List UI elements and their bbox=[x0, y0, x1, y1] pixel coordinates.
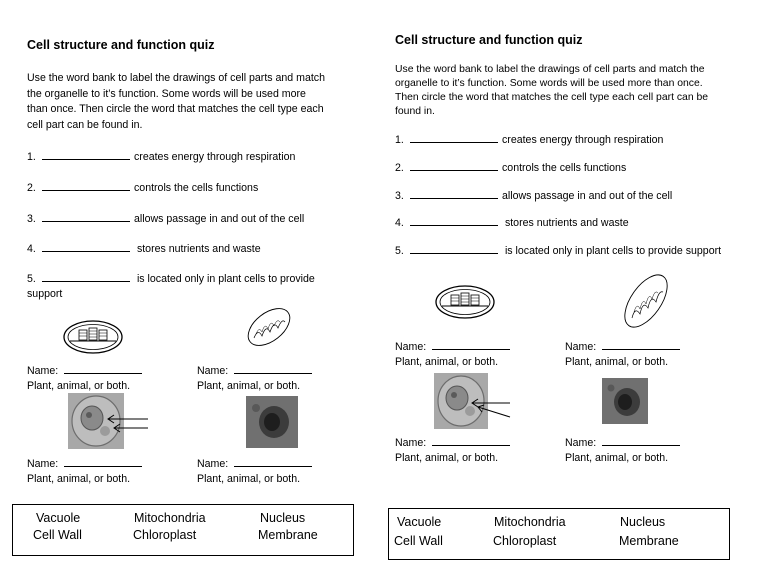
label-block-4 bbox=[197, 456, 312, 486]
question-text: stores nutrients and waste bbox=[502, 217, 629, 229]
answer-blank[interactable] bbox=[42, 180, 130, 191]
question-3 bbox=[27, 211, 304, 225]
name-label: Name: bbox=[197, 365, 229, 377]
name-blank[interactable] bbox=[602, 339, 680, 350]
question-number: 4. bbox=[27, 243, 36, 255]
name-label: Name: bbox=[395, 437, 427, 449]
question-text: stores nutrients and waste bbox=[134, 243, 261, 255]
question-number: 3. bbox=[395, 190, 404, 202]
label-block-1 bbox=[27, 363, 142, 393]
label-block-4 bbox=[565, 435, 680, 465]
question-1 bbox=[395, 132, 663, 146]
name-blank[interactable] bbox=[432, 435, 510, 446]
name-label: Name: bbox=[27, 458, 59, 470]
question-number: 5. bbox=[395, 245, 404, 257]
label-block-2 bbox=[197, 363, 312, 393]
cell-type-label[interactable]: Plant, animal, or both. bbox=[27, 379, 131, 392]
cell-micrograph-with-arrows bbox=[68, 393, 150, 449]
answer-blank[interactable] bbox=[42, 211, 130, 222]
cell-type-label[interactable]: Plant, animal, or both. bbox=[565, 451, 669, 464]
cell-type-label[interactable]: Plant, animal, or both. bbox=[27, 472, 131, 485]
chloroplast-drawing bbox=[62, 318, 124, 356]
cell-type-label[interactable]: Plant, animal, or both. bbox=[395, 355, 499, 368]
name-blank[interactable] bbox=[234, 363, 312, 374]
question-number: 4. bbox=[395, 217, 404, 229]
name-blank[interactable] bbox=[602, 435, 680, 446]
instructions bbox=[27, 71, 377, 133]
question-number: 1. bbox=[27, 151, 36, 163]
cell-type-label[interactable]: Plant, animal, or both. bbox=[565, 355, 669, 368]
word-bank-item: Membrane bbox=[258, 528, 318, 542]
question-5 bbox=[27, 271, 315, 285]
question-text: creates energy through respiration bbox=[134, 151, 296, 163]
question-number: 5. bbox=[27, 273, 36, 285]
word-bank bbox=[12, 504, 354, 556]
nucleus-micrograph bbox=[246, 396, 298, 448]
question-text: controls the cells functions bbox=[502, 162, 627, 174]
word-bank-item: Nucleus bbox=[260, 511, 306, 525]
word-bank bbox=[388, 508, 730, 560]
instructions-line: Use the word bank to label the drawings of cell parts and match the bbox=[395, 64, 705, 75]
name-label: Name: bbox=[565, 341, 597, 353]
name-blank[interactable] bbox=[432, 339, 510, 350]
question-4 bbox=[27, 241, 261, 255]
word-bank-item: Chloroplast bbox=[493, 534, 557, 548]
nucleus-micrograph bbox=[602, 378, 648, 424]
instructions-line: than once. Then circle the word that matches the cell type each bbox=[27, 103, 324, 115]
quiz-title: Cell structure and function quiz bbox=[27, 38, 215, 52]
answer-blank[interactable] bbox=[410, 132, 498, 143]
word-bank-item: Vacuole bbox=[36, 511, 81, 525]
answer-blank[interactable] bbox=[42, 149, 130, 160]
word-bank-item: Mitochondria bbox=[134, 511, 206, 525]
label-block-3 bbox=[395, 435, 510, 465]
answer-blank[interactable] bbox=[410, 160, 498, 171]
answer-blank[interactable] bbox=[42, 241, 130, 252]
question-number: 2. bbox=[395, 162, 404, 174]
chloroplast-drawing bbox=[434, 283, 496, 321]
name-label: Name: bbox=[395, 341, 427, 353]
question-3 bbox=[395, 188, 672, 202]
instructions-line: Then circle the word that matches the cell type each cell part can be bbox=[395, 92, 709, 103]
answer-blank[interactable] bbox=[410, 188, 498, 199]
instructions-line: found in. bbox=[395, 106, 435, 117]
word-bank-item: Chloroplast bbox=[133, 528, 197, 542]
question-5 bbox=[395, 243, 721, 257]
question-text: is located only in plant cells to provide support bbox=[502, 245, 722, 257]
quiz-title: Cell structure and function quiz bbox=[395, 33, 583, 47]
name-blank[interactable] bbox=[234, 456, 312, 467]
question-number: 2. bbox=[27, 182, 36, 194]
word-bank-item: Nucleus bbox=[620, 515, 666, 529]
name-label: Name: bbox=[565, 437, 597, 449]
answer-blank[interactable] bbox=[410, 243, 498, 254]
instructions-line: the organelle to it’s function. Some words will be used more bbox=[27, 87, 306, 100]
question-text: allows passage in and out of the cell bbox=[502, 190, 673, 202]
cell-micrograph-with-arrows bbox=[434, 373, 512, 429]
word-bank-item: Cell Wall bbox=[33, 528, 82, 542]
instructions-line: Use the word bank to label the drawings of cell parts and match bbox=[27, 72, 325, 84]
name-label: Name: bbox=[27, 365, 59, 377]
label-block-2 bbox=[565, 339, 680, 369]
word-bank-item: Vacuole bbox=[397, 515, 442, 529]
cell-type-label[interactable]: Plant, animal, or both. bbox=[197, 472, 301, 485]
question-5-continued: support bbox=[27, 288, 63, 300]
question-2 bbox=[27, 180, 258, 194]
question-text: allows passage in and out of the cell bbox=[134, 213, 305, 225]
cell-type-label[interactable]: Plant, animal, or both. bbox=[197, 379, 301, 392]
question-number: 3. bbox=[27, 213, 36, 225]
mitochondria-drawing bbox=[620, 270, 672, 332]
cell-type-label[interactable]: Plant, animal, or both. bbox=[395, 451, 499, 464]
question-text: is located only in plant cells to provide bbox=[134, 273, 315, 285]
label-block-1 bbox=[395, 339, 510, 369]
mitochondria-drawing bbox=[244, 304, 294, 350]
question-text: controls the cells functions bbox=[134, 182, 259, 194]
label-block-3 bbox=[27, 456, 142, 486]
question-number: 1. bbox=[395, 134, 404, 146]
question-text: creates energy through respiration bbox=[502, 134, 664, 146]
answer-blank[interactable] bbox=[410, 215, 498, 226]
word-bank-item: Cell Wall bbox=[394, 534, 443, 548]
question-1 bbox=[27, 149, 295, 163]
question-4 bbox=[395, 215, 629, 229]
quiz-sheet-right bbox=[384, 0, 768, 576]
question-2 bbox=[395, 160, 626, 174]
instructions-line: organelle to it’s function. Some words will be used more than once. bbox=[395, 78, 703, 89]
instructions bbox=[395, 63, 765, 119]
name-label: Name: bbox=[197, 458, 229, 470]
name-blank[interactable] bbox=[64, 363, 142, 374]
word-bank-item: Mitochondria bbox=[494, 515, 566, 529]
word-bank-item: Membrane bbox=[619, 534, 679, 548]
name-blank[interactable] bbox=[64, 456, 142, 467]
instructions-line: cell part can be found in. bbox=[27, 118, 143, 131]
answer-blank[interactable] bbox=[42, 271, 130, 282]
